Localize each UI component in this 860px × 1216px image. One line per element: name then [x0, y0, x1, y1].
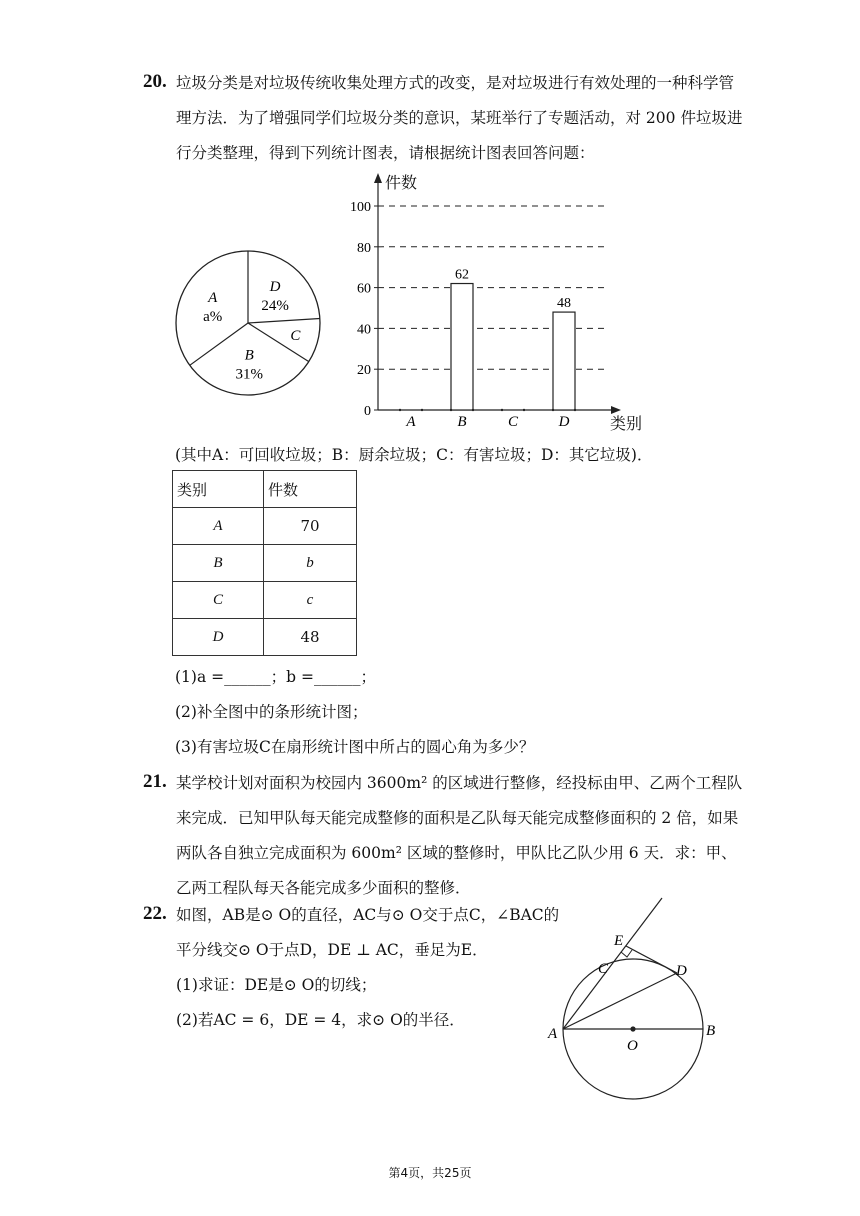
- bar-data-label: 62: [455, 267, 469, 283]
- table-header-count: 件数: [264, 471, 357, 508]
- pie-slice-percent: 24%: [261, 298, 289, 315]
- q20-sub-1: (1)a =______；b =______；: [175, 668, 376, 686]
- label-a: A: [548, 1026, 558, 1042]
- x-tick: [472, 409, 474, 411]
- q20-sub-3: (3)有害垃圾C在扇形统计图中所占的圆心角为多少？: [175, 738, 535, 756]
- bar: [451, 284, 473, 410]
- ray-ac: [563, 898, 662, 1029]
- x-tick: [450, 409, 452, 411]
- table-cell: 48: [264, 619, 357, 656]
- y-tick-label: 20: [357, 363, 371, 379]
- q22-line-2: 平分线交⊙ O于点D，DE ⊥ AC，垂足为E．: [176, 941, 488, 959]
- pie-slice-edge: [248, 318, 320, 323]
- q21-line-2: 来完成．已知甲队每天能完成整修的面积是乙队每天能完成整修面积的 2 倍，如果: [176, 809, 739, 827]
- table-cell: c: [264, 582, 357, 619]
- table-row: [173, 582, 357, 619]
- x-tick: [399, 409, 401, 411]
- x-tick-label: B: [457, 414, 467, 430]
- circle-figure: [540, 895, 730, 1105]
- q20-line-1: 垃圾分类是对垃圾传统收集处理方式的改变，是对垃圾进行有效处理的一种科学管: [176, 74, 735, 92]
- y-tick-label: 100: [350, 200, 371, 215]
- q21-line-1: 某学校计划对面积为校园内 3600m² 的区域进行整修，经投标由甲、乙两个工程队: [176, 774, 743, 792]
- table-row: [173, 619, 357, 656]
- y-axis-arrow: [374, 173, 382, 183]
- bar-data-label: 48: [557, 296, 571, 312]
- label-e: E: [614, 933, 624, 949]
- table-cell: C: [173, 582, 264, 619]
- q20-line-3: 行分类整理，得到下列统计图表，请根据统计图表回答问题：: [176, 144, 595, 162]
- label-o: O: [627, 1038, 638, 1054]
- table-cell: D: [173, 619, 264, 656]
- x-tick: [501, 409, 503, 411]
- x-tick: [523, 409, 525, 411]
- pie-slice-label: A: [208, 290, 218, 307]
- pie-slice-label: C: [290, 328, 301, 345]
- table-row: [173, 508, 357, 545]
- label-d: D: [676, 963, 687, 979]
- label-c: C: [598, 961, 609, 977]
- q22-line-3: (1)求证：DE是⊙ O的切线；: [176, 976, 377, 994]
- x-tick: [552, 409, 554, 411]
- label-b: B: [706, 1023, 716, 1039]
- q20-table: [172, 470, 357, 656]
- pie-chart: [170, 245, 330, 405]
- table-cell: A: [173, 508, 264, 545]
- pie-slice-label: D: [269, 279, 281, 296]
- center-point: [630, 1026, 635, 1031]
- pie-slice-percent: a%: [203, 309, 223, 326]
- page-footer: 第4页，共25页: [388, 1166, 472, 1180]
- q20-legend-note: (其中A：可回收垃圾；B：厨余垃圾；C：有害垃圾；D：其它垃圾)．: [175, 446, 653, 464]
- pie-slice-edge: [190, 323, 248, 365]
- q21-number: 21.: [143, 771, 167, 792]
- table-header-category: 类别: [173, 471, 264, 508]
- table-cell: B: [173, 545, 264, 582]
- x-tick-label: D: [558, 414, 570, 430]
- q22-number: 22.: [143, 903, 167, 924]
- y-tick-label: 40: [357, 322, 371, 338]
- table-cell: 70: [264, 508, 357, 545]
- segment-ad: [563, 973, 677, 1029]
- y-tick-label: 60: [357, 281, 371, 297]
- bar: [553, 312, 575, 410]
- table-cell: b: [264, 545, 357, 582]
- q22-line-4: (2)若AC = 6，DE = 4，求⊙ O的半径．: [176, 1011, 465, 1029]
- q20-sub-2: (2)补全图中的条形统计图；: [175, 703, 368, 721]
- table-row: [173, 545, 357, 582]
- x-tick-label: C: [507, 414, 519, 430]
- x-axis-label: 类别: [610, 414, 643, 433]
- x-tick: [574, 409, 576, 411]
- pie-slice-percent: 31%: [235, 366, 263, 383]
- bar-chart: [338, 172, 658, 434]
- y-tick-label: 80: [357, 240, 371, 256]
- x-tick: [421, 409, 423, 411]
- y-axis-label: 件数: [385, 173, 418, 192]
- y-tick-label: 0: [364, 404, 371, 419]
- pie-slice-label: B: [244, 347, 254, 364]
- q22-line-1: 如图，AB是⊙ O的直径，AC与⊙ O交于点C，∠BAC的: [176, 906, 560, 924]
- x-tick-label: A: [406, 414, 416, 430]
- q20-number: 20.: [143, 71, 167, 92]
- q20-line-2: 理方法．为了增强同学们垃圾分类的意识，某班举行了专题活动，对 200 件垃圾进: [176, 109, 743, 127]
- q21-line-3: 两队各自独立完成面积为 600m² 区域的整修时，甲队比乙队少用 6 天．求：甲、: [176, 844, 737, 862]
- table-header-row: [173, 471, 357, 508]
- x-axis-arrow: [611, 406, 621, 414]
- q21-line-4: 乙两工程队每天各能完成多少面积的整修．: [176, 879, 471, 897]
